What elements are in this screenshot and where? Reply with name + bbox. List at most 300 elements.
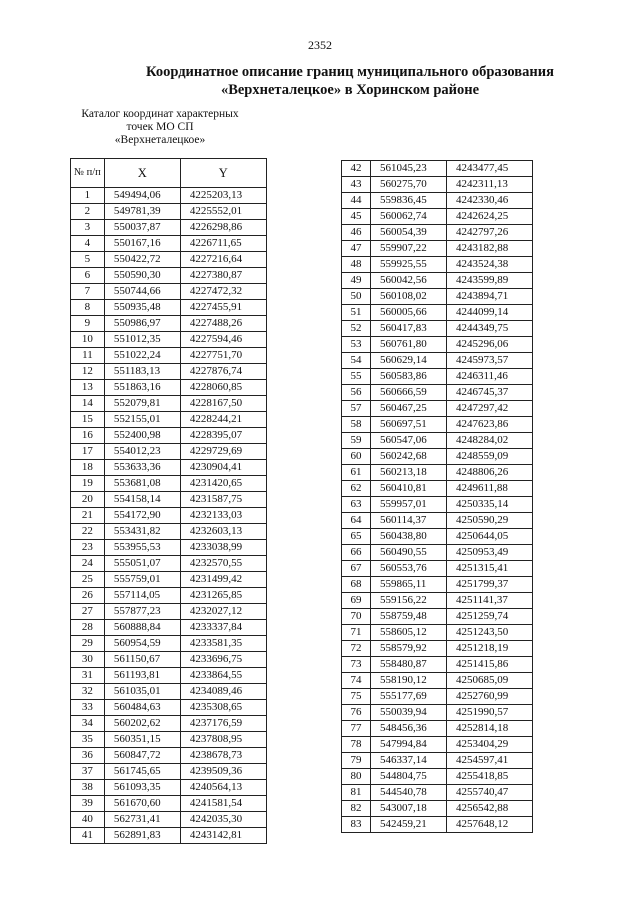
table-row xyxy=(342,497,533,513)
point-number: 48 xyxy=(342,257,371,273)
point-number: 59 xyxy=(342,433,371,449)
coord-x: 560484,63 xyxy=(104,700,180,716)
point-number: 77 xyxy=(342,721,371,737)
coord-x: 560062,74 xyxy=(371,209,447,225)
table-row xyxy=(342,481,533,497)
table-row xyxy=(342,433,533,449)
coord-x: 550039,94 xyxy=(371,705,447,721)
coord-y: 4227380,87 xyxy=(180,268,266,284)
point-number: 31 xyxy=(71,668,105,684)
coord-y: 4233581,35 xyxy=(180,636,266,652)
point-number: 32 xyxy=(71,684,105,700)
table-row xyxy=(342,513,533,529)
table-row xyxy=(71,364,267,380)
coord-x: 557114,05 xyxy=(104,588,180,604)
point-number: 82 xyxy=(342,801,371,817)
coord-x: 543007,18 xyxy=(371,801,447,817)
coord-x: 553431,82 xyxy=(104,524,180,540)
header-x: X xyxy=(104,159,180,188)
coord-x: 549781,39 xyxy=(104,204,180,220)
point-number: 20 xyxy=(71,492,105,508)
table-row xyxy=(71,572,267,588)
table-row xyxy=(71,668,267,684)
coord-x: 548456,36 xyxy=(371,721,447,737)
table-row xyxy=(342,177,533,193)
table-row xyxy=(71,428,267,444)
point-number: 73 xyxy=(342,657,371,673)
point-number: 8 xyxy=(71,300,105,316)
point-number: 13 xyxy=(71,380,105,396)
coord-x: 560005,66 xyxy=(371,305,447,321)
point-number: 10 xyxy=(71,332,105,348)
table-row xyxy=(342,289,533,305)
coord-x: 560438,80 xyxy=(371,529,447,545)
page-number: 2352 xyxy=(308,38,332,52)
table-row xyxy=(342,593,533,609)
table-row xyxy=(71,492,267,508)
coord-x: 550037,87 xyxy=(104,220,180,236)
coord-y: 4257648,12 xyxy=(447,817,533,833)
coord-y: 4248284,02 xyxy=(447,433,533,449)
coord-y: 4240564,13 xyxy=(180,780,266,796)
point-number: 36 xyxy=(71,748,105,764)
coord-y: 4237808,95 xyxy=(180,732,266,748)
coord-x: 550167,16 xyxy=(104,236,180,252)
coord-y: 4226711,65 xyxy=(180,236,266,252)
table-row xyxy=(71,684,267,700)
table-row xyxy=(342,801,533,817)
coord-y: 4228060,85 xyxy=(180,380,266,396)
table-row xyxy=(342,337,533,353)
coord-x: 559925,55 xyxy=(371,257,447,273)
point-number: 65 xyxy=(342,529,371,545)
coord-x: 560954,59 xyxy=(104,636,180,652)
coord-y: 4242311,13 xyxy=(447,177,533,193)
point-number: 22 xyxy=(71,524,105,540)
coord-x: 551012,35 xyxy=(104,332,180,348)
point-number: 37 xyxy=(71,764,105,780)
coord-y: 4247297,42 xyxy=(447,401,533,417)
point-number: 69 xyxy=(342,593,371,609)
coord-x: 553681,08 xyxy=(104,476,180,492)
coord-x: 559836,45 xyxy=(371,193,447,209)
coord-x: 560583,86 xyxy=(371,369,447,385)
coord-y: 4245296,06 xyxy=(447,337,533,353)
coord-x: 553955,53 xyxy=(104,540,180,556)
coord-x: 558480,87 xyxy=(371,657,447,673)
point-number: 79 xyxy=(342,753,371,769)
coord-y: 4243142,81 xyxy=(180,828,266,844)
coord-x: 550590,30 xyxy=(104,268,180,284)
point-number: 70 xyxy=(342,609,371,625)
coord-y: 4231265,85 xyxy=(180,588,266,604)
point-number: 52 xyxy=(342,321,371,337)
point-number: 40 xyxy=(71,812,105,828)
table-row xyxy=(71,284,267,300)
coord-y: 4233864,55 xyxy=(180,668,266,684)
point-number: 81 xyxy=(342,785,371,801)
coord-x: 557877,23 xyxy=(104,604,180,620)
coord-x: 561093,35 xyxy=(104,780,180,796)
table-row xyxy=(71,204,267,220)
point-number: 83 xyxy=(342,817,371,833)
coord-y: 4251243,50 xyxy=(447,625,533,641)
coord-x: 560490,55 xyxy=(371,545,447,561)
coord-y: 4252760,99 xyxy=(447,689,533,705)
coord-x: 555759,01 xyxy=(104,572,180,588)
point-number: 60 xyxy=(342,449,371,465)
table-row xyxy=(71,476,267,492)
table-row xyxy=(71,828,267,844)
header-y: Y xyxy=(180,159,266,188)
coord-y: 4227216,64 xyxy=(180,252,266,268)
table-row xyxy=(342,353,533,369)
table-row xyxy=(342,561,533,577)
table-row xyxy=(342,817,533,833)
coord-x: 560410,81 xyxy=(371,481,447,497)
coord-y: 4250685,09 xyxy=(447,673,533,689)
point-number: 21 xyxy=(71,508,105,524)
coord-x: 544804,75 xyxy=(371,769,447,785)
point-number: 11 xyxy=(71,348,105,364)
point-number: 15 xyxy=(71,412,105,428)
table-row xyxy=(342,321,533,337)
point-number: 55 xyxy=(342,369,371,385)
point-number: 39 xyxy=(71,796,105,812)
caption-line-3: «Верхнеталецкое» xyxy=(114,134,206,146)
coord-x: 560888,84 xyxy=(104,620,180,636)
table-row xyxy=(71,620,267,636)
table-row xyxy=(342,545,533,561)
point-number: 46 xyxy=(342,225,371,241)
coord-x: 560697,51 xyxy=(371,417,447,433)
table-row xyxy=(71,220,267,236)
coord-y: 4255418,85 xyxy=(447,769,533,785)
coord-y: 4253404,29 xyxy=(447,737,533,753)
coord-x: 562891,83 xyxy=(104,828,180,844)
coord-y: 4243599,89 xyxy=(447,273,533,289)
table-row xyxy=(71,300,267,316)
table-row xyxy=(342,641,533,657)
coord-x: 553633,36 xyxy=(104,460,180,476)
coord-x: 560629,14 xyxy=(371,353,447,369)
coord-x: 552400,98 xyxy=(104,428,180,444)
coord-x: 561045,23 xyxy=(371,161,447,177)
coordinates-table-right xyxy=(341,160,533,833)
table-row xyxy=(342,449,533,465)
point-number: 64 xyxy=(342,513,371,529)
point-number: 27 xyxy=(71,604,105,620)
point-number: 16 xyxy=(71,428,105,444)
table-row xyxy=(71,796,267,812)
point-number: 4 xyxy=(71,236,105,252)
coord-x: 560847,72 xyxy=(104,748,180,764)
coord-y: 4228167,50 xyxy=(180,396,266,412)
table-row xyxy=(71,652,267,668)
point-number: 24 xyxy=(71,556,105,572)
coord-y: 4239509,36 xyxy=(180,764,266,780)
coord-x: 560275,70 xyxy=(371,177,447,193)
point-number: 68 xyxy=(342,577,371,593)
coord-y: 4244099,14 xyxy=(447,305,533,321)
point-number: 80 xyxy=(342,769,371,785)
point-number: 56 xyxy=(342,385,371,401)
table-row xyxy=(342,673,533,689)
coord-y: 4231420,65 xyxy=(180,476,266,492)
point-number: 51 xyxy=(342,305,371,321)
table-row xyxy=(71,780,267,796)
point-number: 44 xyxy=(342,193,371,209)
table-row xyxy=(71,396,267,412)
coord-y: 4254597,41 xyxy=(447,753,533,769)
point-number: 75 xyxy=(342,689,371,705)
point-number: 19 xyxy=(71,476,105,492)
coord-x: 560108,02 xyxy=(371,289,447,305)
coord-x: 549494,06 xyxy=(104,188,180,204)
table-row xyxy=(342,401,533,417)
caption-line-1: Каталог координат характерных xyxy=(81,108,239,120)
coord-x: 560242,68 xyxy=(371,449,447,465)
table-row xyxy=(71,588,267,604)
table-row xyxy=(71,636,267,652)
point-number: 43 xyxy=(342,177,371,193)
point-number: 67 xyxy=(342,561,371,577)
coord-y: 4243477,45 xyxy=(447,161,533,177)
coord-x: 559865,11 xyxy=(371,577,447,593)
table-row xyxy=(71,540,267,556)
table-row xyxy=(71,732,267,748)
coord-x: 560042,56 xyxy=(371,273,447,289)
coord-y: 4246311,46 xyxy=(447,369,533,385)
coord-x: 558605,12 xyxy=(371,625,447,641)
point-number: 34 xyxy=(71,716,105,732)
table-row xyxy=(71,604,267,620)
point-number: 74 xyxy=(342,673,371,689)
table-row xyxy=(71,524,267,540)
point-number: 41 xyxy=(71,828,105,844)
point-number: 17 xyxy=(71,444,105,460)
table-row xyxy=(342,225,533,241)
coord-y: 4225552,01 xyxy=(180,204,266,220)
coord-y: 4246745,37 xyxy=(447,385,533,401)
coord-y: 4249611,88 xyxy=(447,481,533,497)
caption-line-2: точек МО СП xyxy=(126,121,194,133)
coord-y: 4227455,91 xyxy=(180,300,266,316)
coord-y: 4250590,29 xyxy=(447,513,533,529)
table-header-row xyxy=(71,159,267,188)
coord-x: 561150,67 xyxy=(104,652,180,668)
coord-x: 546337,14 xyxy=(371,753,447,769)
coord-x: 554012,23 xyxy=(104,444,180,460)
table-row xyxy=(342,721,533,737)
coord-x: 558759,48 xyxy=(371,609,447,625)
point-number: 3 xyxy=(71,220,105,236)
table-row xyxy=(71,380,267,396)
coord-y: 4244349,75 xyxy=(447,321,533,337)
point-number: 42 xyxy=(342,161,371,177)
coord-y: 4227876,74 xyxy=(180,364,266,380)
coord-y: 4243524,38 xyxy=(447,257,533,273)
table-row xyxy=(342,529,533,545)
coord-y: 4247623,86 xyxy=(447,417,533,433)
table-body-right xyxy=(342,161,533,833)
coord-y: 4228395,07 xyxy=(180,428,266,444)
point-number: 66 xyxy=(342,545,371,561)
table-row xyxy=(71,444,267,460)
coord-y: 4232133,03 xyxy=(180,508,266,524)
table-row xyxy=(342,577,533,593)
coord-y: 4233337,84 xyxy=(180,620,266,636)
coord-x: 554158,14 xyxy=(104,492,180,508)
point-number: 49 xyxy=(342,273,371,289)
table-row xyxy=(71,268,267,284)
table-row xyxy=(342,385,533,401)
coord-y: 4242330,46 xyxy=(447,193,533,209)
table-row xyxy=(71,460,267,476)
coord-y: 4225203,13 xyxy=(180,188,266,204)
table-row xyxy=(342,737,533,753)
table-row xyxy=(342,193,533,209)
title-line-2: «Верхнеталецкое» в Хоринском районе xyxy=(220,82,480,98)
table-row xyxy=(342,417,533,433)
coord-x: 550744,66 xyxy=(104,284,180,300)
coord-y: 4241581,54 xyxy=(180,796,266,812)
title-line-1: Координатное описание границ муниципального образования xyxy=(146,64,554,80)
coord-y: 4250644,05 xyxy=(447,529,533,545)
table-row xyxy=(71,556,267,572)
point-number: 25 xyxy=(71,572,105,588)
coord-y: 4248806,26 xyxy=(447,465,533,481)
point-number: 63 xyxy=(342,497,371,513)
coord-y: 4255740,47 xyxy=(447,785,533,801)
coord-x: 552155,01 xyxy=(104,412,180,428)
point-number: 14 xyxy=(71,396,105,412)
coord-x: 542459,21 xyxy=(371,817,447,833)
coord-y: 4227472,32 xyxy=(180,284,266,300)
table-row xyxy=(342,161,533,177)
table-row xyxy=(71,812,267,828)
table-row xyxy=(342,625,533,641)
coord-x: 551183,13 xyxy=(104,364,180,380)
point-number: 47 xyxy=(342,241,371,257)
point-number: 72 xyxy=(342,641,371,657)
table-row xyxy=(71,236,267,252)
coord-x: 559156,22 xyxy=(371,593,447,609)
coord-x: 558190,12 xyxy=(371,673,447,689)
header-number: № п/п xyxy=(71,159,105,188)
coord-x: 560114,37 xyxy=(371,513,447,529)
coord-x: 555177,69 xyxy=(371,689,447,705)
document-title xyxy=(60,63,640,99)
coord-x: 558579,92 xyxy=(371,641,447,657)
coord-x: 560213,18 xyxy=(371,465,447,481)
coord-y: 4227751,70 xyxy=(180,348,266,364)
table-caption xyxy=(60,108,260,147)
coord-x: 560054,39 xyxy=(371,225,447,241)
point-number: 1 xyxy=(71,188,105,204)
coord-x: 560351,15 xyxy=(104,732,180,748)
coord-y: 4250953,49 xyxy=(447,545,533,561)
point-number: 50 xyxy=(342,289,371,305)
coord-y: 4252814,18 xyxy=(447,721,533,737)
coord-y: 4243182,88 xyxy=(447,241,533,257)
coord-y: 4227594,46 xyxy=(180,332,266,348)
point-number: 76 xyxy=(342,705,371,721)
point-number: 29 xyxy=(71,636,105,652)
coord-x: 560547,06 xyxy=(371,433,447,449)
coord-x: 551022,24 xyxy=(104,348,180,364)
table-row xyxy=(71,188,267,204)
coord-y: 4232603,13 xyxy=(180,524,266,540)
coord-x: 544540,78 xyxy=(371,785,447,801)
coord-x: 560467,25 xyxy=(371,401,447,417)
table-row xyxy=(342,657,533,673)
point-number: 23 xyxy=(71,540,105,556)
table-row xyxy=(342,209,533,225)
point-number: 57 xyxy=(342,401,371,417)
coord-y: 4251315,41 xyxy=(447,561,533,577)
coord-y: 4238678,73 xyxy=(180,748,266,764)
table-row xyxy=(71,764,267,780)
coord-x: 560202,62 xyxy=(104,716,180,732)
coord-y: 4251141,37 xyxy=(447,593,533,609)
coord-x: 562731,41 xyxy=(104,812,180,828)
coord-y: 4250335,14 xyxy=(447,497,533,513)
coord-x: 559957,01 xyxy=(371,497,447,513)
point-number: 12 xyxy=(71,364,105,380)
table-row xyxy=(71,508,267,524)
point-number: 35 xyxy=(71,732,105,748)
table-row xyxy=(342,257,533,273)
coord-y: 4233696,75 xyxy=(180,652,266,668)
point-number: 9 xyxy=(71,316,105,332)
table-row xyxy=(71,348,267,364)
table-row xyxy=(71,700,267,716)
coord-y: 4233038,99 xyxy=(180,540,266,556)
table-row xyxy=(342,769,533,785)
coord-y: 4242035,30 xyxy=(180,812,266,828)
point-number: 54 xyxy=(342,353,371,369)
coord-y: 4248559,09 xyxy=(447,449,533,465)
coord-y: 4242624,25 xyxy=(447,209,533,225)
coord-x: 550935,48 xyxy=(104,300,180,316)
table-row xyxy=(342,609,533,625)
coord-y: 4231587,75 xyxy=(180,492,266,508)
point-number: 58 xyxy=(342,417,371,433)
coord-y: 4251799,37 xyxy=(447,577,533,593)
point-number: 33 xyxy=(71,700,105,716)
point-number: 45 xyxy=(342,209,371,225)
point-number: 18 xyxy=(71,460,105,476)
coord-y: 4251259,74 xyxy=(447,609,533,625)
coord-x: 551863,16 xyxy=(104,380,180,396)
coordinates-table-left xyxy=(70,158,267,844)
coord-x: 550986,97 xyxy=(104,316,180,332)
point-number: 5 xyxy=(71,252,105,268)
point-number: 38 xyxy=(71,780,105,796)
table-row xyxy=(342,241,533,257)
coord-y: 4232027,12 xyxy=(180,604,266,620)
point-number: 30 xyxy=(71,652,105,668)
table-row xyxy=(71,412,267,428)
table-row xyxy=(342,785,533,801)
coord-x: 547994,84 xyxy=(371,737,447,753)
coord-y: 4251218,19 xyxy=(447,641,533,657)
coord-y: 4242797,26 xyxy=(447,225,533,241)
coord-x: 561670,60 xyxy=(104,796,180,812)
table-row xyxy=(342,369,533,385)
coord-y: 4251990,57 xyxy=(447,705,533,721)
